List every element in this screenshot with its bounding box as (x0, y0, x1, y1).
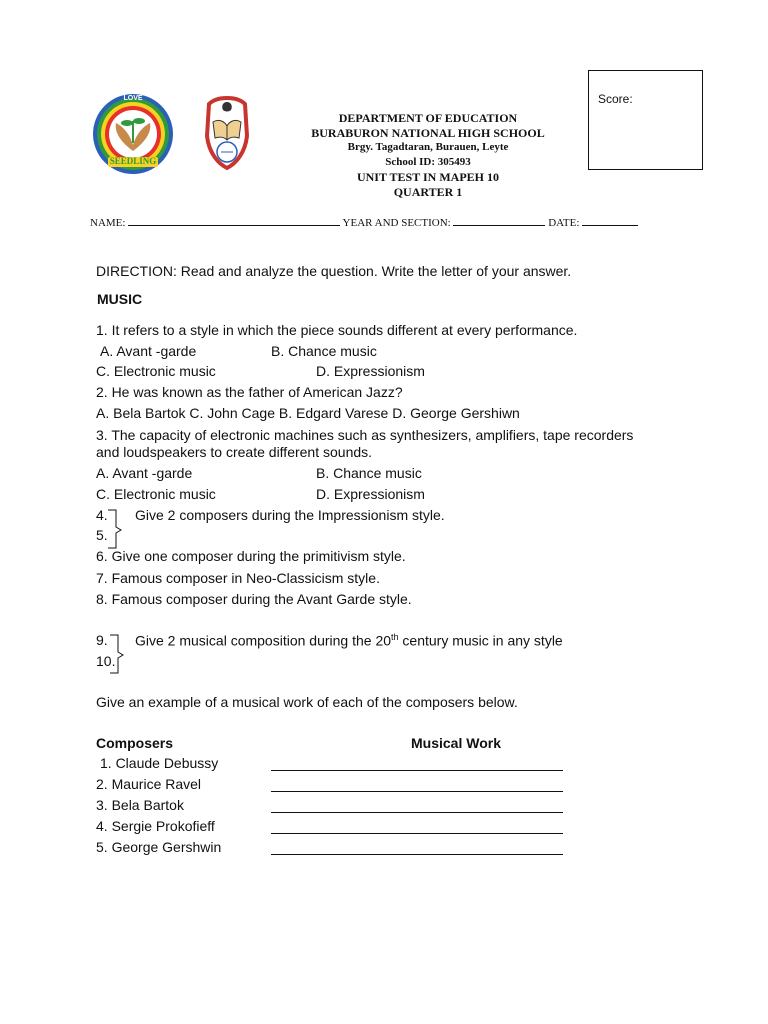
table-header-musical-work: Musical Work (411, 735, 501, 751)
question-4-5: Give 2 composers during the Impressionism style. (135, 507, 445, 523)
name-blank[interactable] (128, 214, 340, 226)
composer-row: 4. Sergie Prokofieff (96, 818, 215, 834)
question-4-number: 4. (96, 507, 108, 523)
logo-bottom-text: SEEDLING (109, 156, 157, 166)
school-id: School ID: 305493 (385, 156, 471, 168)
q2-choices: A. Bela Bartok C. John Cage B. Edgard Varese D. George Gershiwn (96, 405, 520, 421)
school-seal-logo (187, 92, 267, 172)
question-7: 7. Famous composer in Neo-Classicism style. (96, 570, 380, 586)
question-6: 6. Give one composer during the primitivism style. (96, 548, 406, 564)
q3-choice-c: C. Electronic music (96, 486, 216, 502)
q3-choice-b: B. Chance music (316, 465, 422, 481)
answer-line[interactable] (271, 791, 563, 792)
q3-choice-a: A. Avant -garde (96, 465, 193, 481)
question-10-number: 10. (96, 653, 116, 669)
department-heading: DEPARTMENT OF EDUCATION (338, 111, 518, 125)
answer-line[interactable] (271, 854, 563, 855)
direction-text: DIRECTION: Read and analyze the question. Write the letter of your answer. (96, 263, 572, 279)
question-1: 1. It refers to a style in which the piece sounds different at every performance. (96, 322, 578, 338)
question-9-number: 9. (96, 632, 108, 648)
year-section-label: YEAR AND SECTION: (342, 217, 451, 229)
student-info-line (90, 214, 638, 229)
score-box[interactable] (588, 70, 703, 170)
answer-line[interactable] (271, 812, 563, 813)
question-3-line2: and loudspeakers to create different sounds. (96, 444, 373, 460)
quarter-label: QUARTER 1 (393, 185, 463, 199)
q1-choice-d: D. Expressionism (316, 363, 425, 379)
composer-row: 3. Bela Bartok (96, 797, 184, 813)
composer-row: 2. Maurice Ravel (96, 776, 202, 792)
answer-line[interactable] (271, 770, 563, 771)
seedling-logo (92, 93, 174, 175)
q1-choice-a: A. Avant -garde (100, 343, 197, 359)
score-label: Score: (598, 92, 633, 106)
question-8: 8. Famous composer during the Avant Garde style. (96, 591, 412, 607)
composer-row: 1. Claude Debussy (100, 755, 219, 771)
year-section-blank[interactable] (453, 214, 545, 226)
date-label: DATE: (548, 217, 580, 229)
school-address: Brgy. Tagadtaran, Burauen, Leyte (347, 141, 509, 153)
q9-10-text-before: Give 2 musical composition during the 20 (135, 632, 392, 649)
brace-4-5 (106, 508, 124, 550)
q1-choice-b: B. Chance music (271, 343, 377, 359)
answer-line[interactable] (271, 833, 563, 834)
q3-choice-d: D. Expressionism (316, 486, 425, 502)
school-name: BURABURON NATIONAL HIGH SCHOOL (311, 126, 545, 140)
question-9-10 (135, 632, 563, 649)
question-2: 2. He was known as the father of American Jazz? (96, 384, 403, 400)
question-5-number: 5. (96, 527, 108, 543)
q9-10-superscript: th (391, 632, 399, 642)
date-blank[interactable] (582, 214, 638, 226)
q1-choice-c: C. Electronic music (96, 363, 216, 379)
name-label: NAME: (90, 217, 126, 229)
question-3-line1: 3. The capacity of electronic machines such as synthesizers, amplifiers, tape recorders (96, 427, 634, 443)
logo-top-text: LOVE (123, 95, 143, 102)
table-header-composers: Composers (96, 735, 174, 751)
brace-9-10 (108, 633, 126, 675)
section-title: MUSIC (97, 291, 143, 307)
composer-row: 5. George Gershwin (96, 839, 222, 855)
q9-10-text-after: century music in any style (398, 632, 563, 649)
instruction-composers: Give an example of a musical work of each of the composers below. (96, 694, 518, 710)
test-title: UNIT TEST IN MAPEH 10 (356, 170, 500, 184)
